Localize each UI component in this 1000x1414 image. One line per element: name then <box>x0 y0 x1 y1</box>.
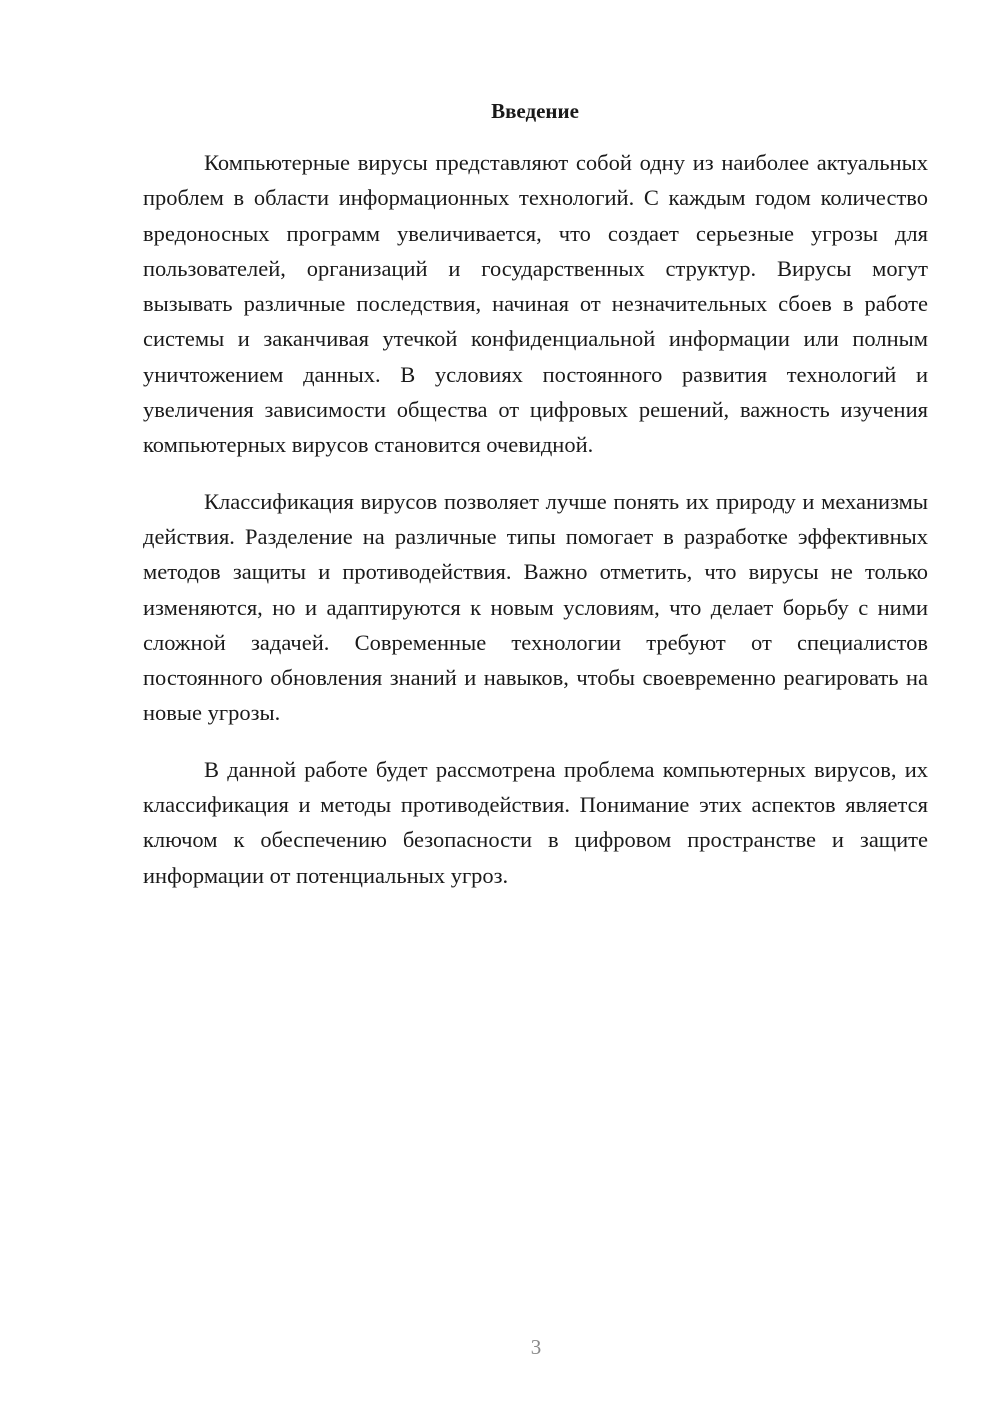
paragraph-1: Компьютерные вирусы представляют собой одну из наиболее актуальных проблем в области информационных технологий. С каждым годом количество вредоносных программ увеличивается, что создает серьезные угрозы для пользователей, организаций и государственных структур. Вирусы могут вызывать различные последствия, начиная от незначительных сбоев в работе системы и заканчивая утечкой конфиденциальной информации или полным уничтожением данных. В условиях постоянного развития технологий и увеличения зависимости общества от цифровых решений, важность изучения компьютерных вирусов становится очевидной. <box>143 150 928 458</box>
paragraph-3: В данной работе будет рассмотрена проблема компьютерных вирусов, их классификация и методы противодействия. Понимание этих аспектов является ключом к обеспечению безопасности в цифровом пространстве и защите информации от потенциальных угроз. <box>143 756 928 888</box>
page-number: 3 <box>530 1335 542 1359</box>
section-heading: Введение <box>491 99 579 123</box>
paragraph-2: Классификация вирусов позволяет лучше понять их природу и механизмы действия. Разделение на различные типы помогает в разработке эффективных методов защиты и противодействия. Важно отметить, что вирусы не только изменяются, но и адаптируются к новым условиям, что делает борьбу с ними сложной задачей. Современные технологии требуют от специалистов постоянного обновления знаний и навыков, чтобы своевременно реагировать на новые угрозы. <box>143 488 928 726</box>
body-text <box>143 145 928 914</box>
